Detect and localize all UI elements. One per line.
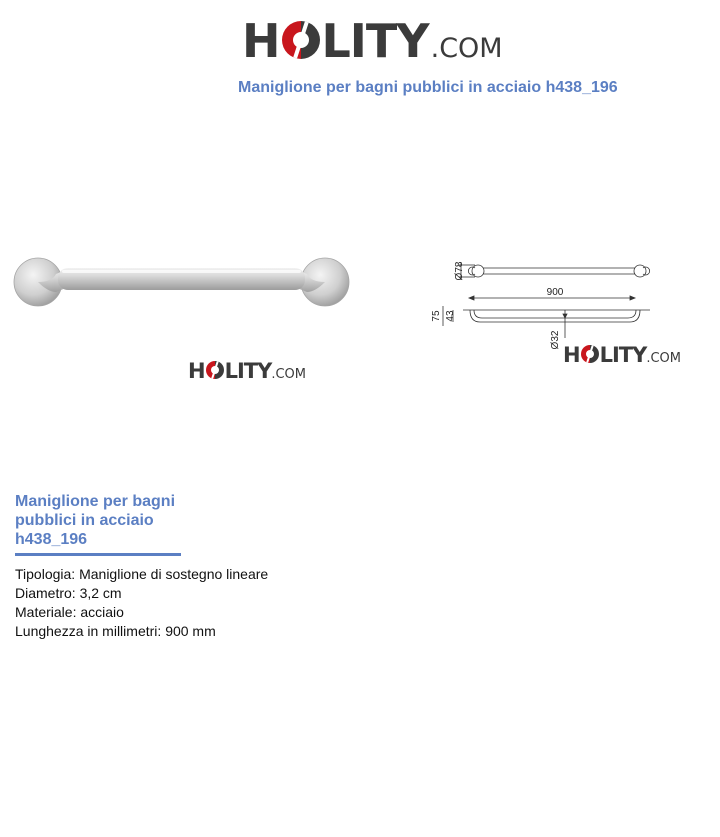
spec-lunghezza: Lunghezza in millimetri: 900 mm — [15, 623, 216, 639]
spec-value: acciaio — [80, 604, 124, 620]
spec-value: 3,2 cm — [79, 585, 122, 601]
product-heading-line: Maniglione per bagni — [15, 493, 176, 510]
spec-value: 900 mm — [165, 623, 216, 639]
logo-letters: LITY — [321, 14, 429, 68]
logo-letters: LITY — [224, 359, 272, 383]
logo-letters: LITY — [599, 343, 647, 367]
product-specs — [15, 565, 268, 641]
spec-label: Materiale — [15, 604, 73, 620]
spec-label: Diametro — [15, 585, 72, 601]
dim-depth-label: 75 — [431, 310, 442, 322]
product-heading-line: h438_196 — [15, 531, 88, 548]
spec-materiale: Materiale: acciaio — [15, 604, 124, 620]
logo-domain: .COM — [430, 33, 503, 64]
dim-clearance-label: 43 — [445, 310, 456, 322]
logo-letter-h: H — [188, 359, 205, 383]
logo-domain: .COM — [646, 351, 681, 366]
drawing-watermark-logo — [563, 343, 681, 367]
spec-value: Maniglione di sostegno lineare — [79, 566, 269, 582]
product-heading-line: pubblici in acciaio — [15, 512, 154, 529]
logo-o-icon — [581, 345, 599, 363]
logo-o-icon — [282, 21, 320, 59]
product-photo — [12, 252, 354, 316]
heading-divider — [15, 553, 181, 556]
page-title: Maniglione per bagni pubblici in acciaio h438_196 — [238, 79, 618, 96]
logo-letter-h: H — [242, 14, 280, 68]
spec-tipologia: Tipologia: Maniglione di sostegno lineare — [15, 566, 269, 582]
spec-label: Tipologia — [15, 566, 72, 582]
dim-flange-label: Ø78 — [454, 261, 465, 281]
spec-label: Lunghezza in millimetri — [15, 623, 158, 639]
dim-tube-label: Ø32 — [550, 330, 561, 350]
product-heading — [15, 492, 190, 549]
photo-watermark-logo — [188, 359, 306, 383]
logo-o-icon — [206, 361, 224, 379]
logo-letter-h: H — [563, 343, 580, 367]
spec-diametro: Diametro: 3,2 cm — [15, 585, 122, 601]
dim-length-label: 900 — [546, 287, 564, 298]
brand-logo[interactable] — [242, 14, 503, 68]
logo-domain: .COM — [271, 367, 306, 382]
